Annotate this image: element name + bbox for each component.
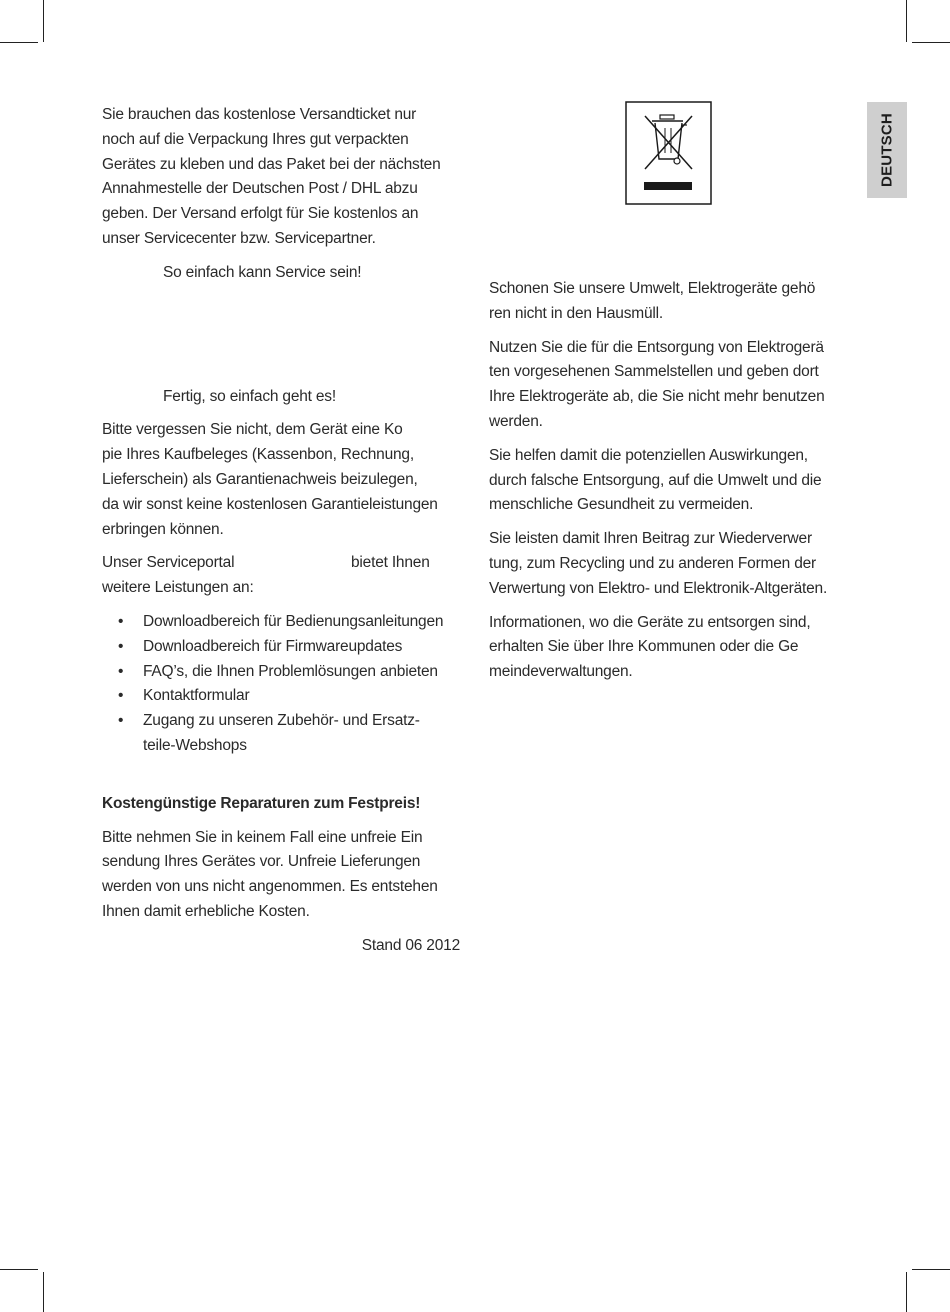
crop-mark-bottom-right-v (906, 1272, 907, 1312)
list-item (102, 610, 467, 635)
text-line: ren nicht in den Hausmüll. (489, 304, 664, 322)
text-line: unser Servicecenter bzw. Servicepartner. (102, 229, 376, 247)
right-column (489, 277, 859, 694)
list-item (102, 635, 467, 660)
text-line: Nutzen Sie die für die Entsorgung von Elektrogerä (489, 338, 824, 356)
portal-text-end: bietet Ihnen (351, 554, 430, 572)
list-item-text: teile-Webshops (143, 736, 247, 754)
disposal-paragraph (489, 336, 859, 435)
slogan-service: So einfach kann Service sein! (163, 263, 362, 281)
crop-mark-bottom-right-h (912, 1269, 950, 1270)
blank-space (102, 295, 467, 385)
text-line: geben. Der Versand erfolgt für Sie kostenlos an (102, 205, 419, 223)
text-line: Annahmestelle der Deutschen Post / DHL abzu (102, 180, 418, 198)
text-line: Ihre Elektrogeräte ab, die Sie nicht mehr benutzen (489, 388, 825, 406)
text-line: ten vorgesehenen Sammelstellen und geben dort (489, 363, 819, 381)
bullet: • (118, 637, 124, 655)
text-line: weitere Leistungen an: (102, 579, 254, 597)
text-line: tung, zum Recycling und zu anderen Formen der (489, 554, 817, 572)
text-line: Sie brauchen das kostenlose Versandticket nur (102, 106, 417, 123)
text-line: sendung Ihres Gerätes vor. Unfreie Lieferungen (102, 853, 421, 871)
language-tab-label: DEUTSCH (878, 113, 896, 187)
language-tab (867, 102, 907, 198)
text-line: Bitte nehmen Sie in keinem Fall eine unfreie Ein (102, 828, 423, 846)
list-item (102, 709, 467, 734)
text-line: Ihnen damit erhebliche Kosten. (102, 902, 310, 920)
portal-text-start: Unser Serviceportal (102, 554, 235, 572)
text-line: Sie leisten damit Ihren Beitrag zur Wiederverwer (489, 530, 812, 548)
text-line: Informationen, wo die Geräte zu entsorgen sind, (489, 613, 811, 631)
environment-paragraph (489, 277, 859, 327)
crop-mark-bottom-left-h (0, 1269, 38, 1270)
intro-paragraph (102, 103, 467, 252)
health-paragraph (489, 444, 859, 518)
text-line: Gerätes zu kleben und das Paket bei der nächsten (102, 155, 441, 173)
recycling-paragraph (489, 527, 859, 601)
text-line: Lieferschein) als Garantienachweis beizulegen, (102, 470, 418, 488)
crop-mark-bottom-left-v (43, 1272, 44, 1312)
crop-mark-top-left-h (0, 42, 38, 43)
services-list (102, 610, 467, 759)
list-item-continuation (102, 734, 467, 759)
information-paragraph (489, 611, 859, 685)
list-item-text: Kontaktformular (143, 687, 250, 705)
text-line: meindeverwaltungen. (489, 663, 633, 681)
list-item-text: Zugang zu unseren Zubehör- und Ersatz- (143, 712, 420, 730)
repair-heading: Kostengünstige Reparaturen zum Festpreis! (102, 794, 421, 812)
crop-mark-top-left-v (43, 0, 44, 42)
text-line: werden von uns nicht angenommen. Es entstehen (102, 878, 438, 896)
crop-mark-top-right-h (912, 42, 950, 43)
list-item (102, 684, 467, 709)
list-item-text: Downloadbereich für Firmwareupdates (143, 637, 403, 655)
portal-line (102, 551, 467, 576)
stand-date: Stand 06 2012 (361, 936, 460, 954)
text-line: Sie helfen damit die potenziellen Auswirkungen, (489, 446, 808, 464)
crop-mark-top-right-v (906, 0, 907, 42)
text-line: Verwertung von Elektro- und Elektronik-Altgeräten. (489, 579, 828, 597)
text-line: erbringen können. (102, 520, 224, 538)
text-line: durch falsche Entsorgung, auf die Umwelt und die (489, 471, 822, 489)
text-line: werden. (489, 412, 543, 430)
text-line: menschliche Gesundheit zu vermeiden. (489, 496, 754, 514)
bullet: • (118, 612, 124, 630)
crossed-out-wheelie-bin-icon (625, 101, 712, 205)
left-column (102, 103, 467, 968)
text-line: da wir sonst keine kostenlosen Garantieleistungen (102, 495, 438, 513)
list-item-text: Downloadbereich für Bedienungsanleitungen (143, 612, 444, 630)
portal-paragraph (102, 551, 467, 601)
bullet: • (118, 712, 124, 730)
bullet: • (118, 662, 124, 680)
reminder-paragraph (102, 418, 467, 542)
slogan-done: Fertig, so einfach geht es! (163, 387, 336, 405)
list-item (102, 660, 467, 685)
text-line: pie Ihres Kaufbeleges (Kassenbon, Rechnung, (102, 446, 414, 464)
bullet: • (118, 687, 124, 705)
text-line: erhalten Sie über Ihre Kommunen oder die Ge (489, 638, 799, 656)
text-line: Schonen Sie unsere Umwelt, Elektrogeräte gehö (489, 280, 816, 297)
list-item-text: FAQ’s, die Ihnen Problemlösungen anbieten (143, 662, 438, 680)
text-line: noch auf die Verpackung Ihres gut verpackten (102, 130, 409, 148)
repair-paragraph (102, 826, 467, 925)
text-line: Bitte vergessen Sie nicht, dem Gerät eine Ko (102, 421, 403, 439)
